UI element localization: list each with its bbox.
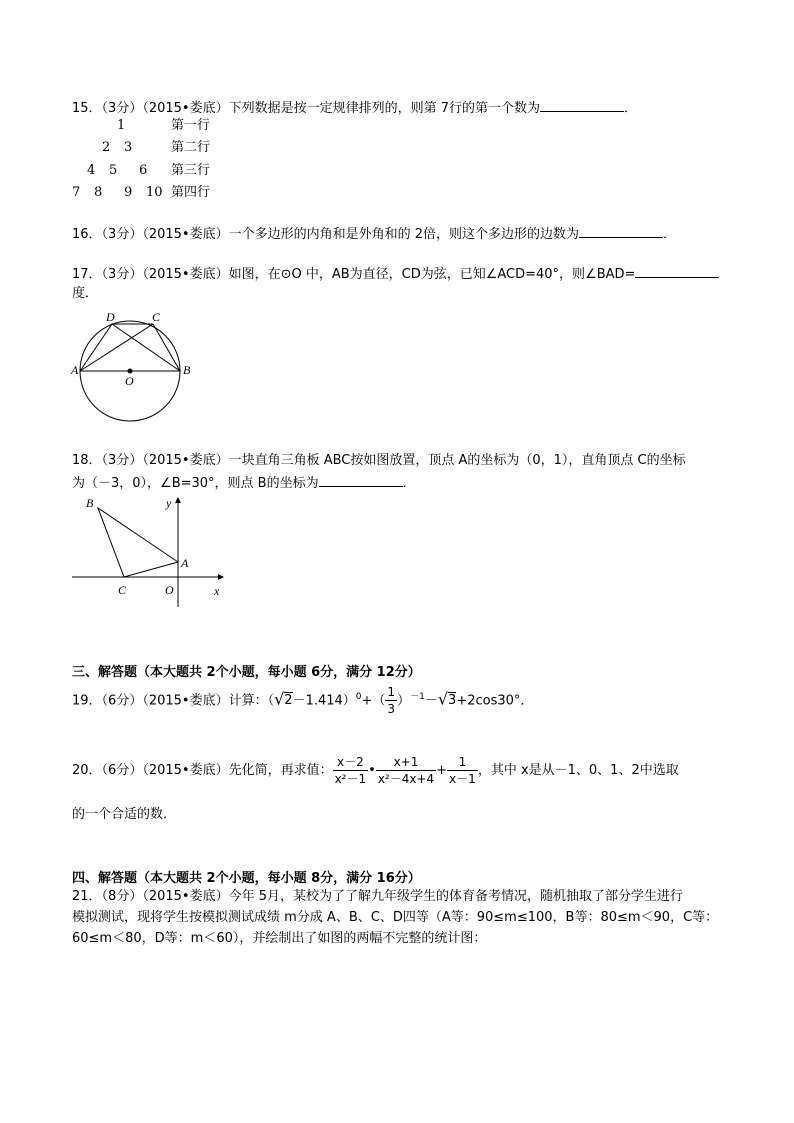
fraction-denominator: x－1 — [449, 772, 476, 786]
row-label: 第二行 — [171, 140, 211, 155]
number-cell: 6 — [139, 163, 148, 178]
q18-end: ． — [402, 476, 416, 491]
label-b: B — [183, 363, 191, 377]
number-cell: 8 — [94, 185, 103, 200]
q17-answer-blank[interactable] — [635, 264, 719, 278]
section-3-title: 三、解答题（本大题共 2个小题，每小题 6分，满分 12分） — [72, 665, 421, 680]
q20-line2: 的一个合适的数． — [72, 807, 177, 822]
multiply-dot: • — [368, 763, 376, 778]
label-o: O — [125, 374, 134, 388]
label-y: y — [166, 496, 172, 510]
q18-line2 — [72, 473, 416, 493]
y-axis-arrow — [175, 497, 181, 503]
q19-close: ） — [397, 693, 411, 709]
q17-circle-figure — [70, 305, 200, 423]
fraction-3 — [447, 754, 478, 787]
fraction-numerator: x+1 — [376, 754, 436, 771]
q16-stem — [72, 224, 676, 244]
label-a: A — [71, 363, 79, 377]
q15-stem-text: 15．（3分）（2015•娄底）下列数据是按一定规律排列的，则第 7行的第一个数为 — [72, 101, 540, 116]
q21-line1: 21．（8分）（2015•娄底）今年 5月，某校为了了解九年级学生的体育备考情况，随机抽取了部分学生进行 — [72, 889, 683, 904]
q19-minus: －1.414） — [292, 693, 356, 709]
fraction-denominator: x²－4x+4 — [377, 772, 435, 786]
q16-end: ． — [662, 227, 676, 242]
label-o: O — [165, 583, 174, 597]
number-cell: 3 — [124, 140, 133, 155]
number-cell: 10 — [146, 185, 163, 200]
q19-prefix: 19．（6分）（2015•娄底）计算：（ — [72, 693, 275, 709]
q19-plus: +（ — [361, 693, 386, 709]
fraction-1 — [333, 754, 369, 787]
q19-tail: +2cos30°． — [456, 693, 534, 709]
number-cell: 7 — [72, 185, 81, 200]
row-label: 第三行 — [171, 163, 211, 178]
fraction-one-third — [385, 684, 397, 717]
number-cell: 5 — [109, 163, 118, 178]
segment-ad — [80, 324, 112, 371]
q17-cont: 度． — [72, 286, 99, 301]
section-4-title: 四、解答题（本大题共 2个小题，每小题 8分，满分 16分） — [72, 871, 421, 886]
q18-line2-text: 为（－3，0），∠B=30°，则点 B的坐标为 — [72, 476, 319, 491]
row-label: 第四行 — [171, 185, 211, 200]
q20-expression — [72, 751, 679, 791]
exponent-neg-one: －1 — [410, 692, 425, 702]
center-point — [128, 369, 133, 374]
number-cell: 9 — [124, 185, 133, 200]
q17-stem-text: 17．（3分）（2015•娄底）如图，在⊙O 中，AB为直径，CD为弦，已知∠ACD=40°，则∠BAD= — [72, 267, 636, 282]
exponent-zero: 0 — [355, 692, 362, 702]
q19-expression — [72, 684, 533, 717]
q20-prefix: 20．（6分）（2015•娄底）先化简，再求值： — [72, 763, 333, 778]
q18-line1: 18．（3分）（2015•娄底）一块直角三角板 ABC按如图放置，顶点 A的坐标为（0，1），直角顶点 C的坐标 — [72, 453, 686, 468]
plus-sign: + — [436, 763, 448, 778]
sqrt-3-radicand: 3 — [448, 693, 457, 709]
fraction-numerator: 1 — [447, 754, 478, 771]
sqrt-sign: √ — [274, 689, 285, 709]
q18-answer-blank[interactable] — [319, 473, 403, 487]
q18-triangle-figure — [68, 495, 228, 610]
segment-cb — [153, 324, 180, 371]
q21-line3: 60≤m＜80，D等：m＜60），并绘制出了如图的两幅不完整的统计图： — [72, 931, 487, 946]
q15-stem — [72, 98, 637, 118]
segment-ac — [80, 324, 153, 371]
q17-stem — [72, 264, 719, 284]
triangle-abc — [98, 508, 178, 577]
x-axis-arrow — [218, 574, 224, 580]
label-a: A — [181, 556, 189, 570]
q15-answer-blank[interactable] — [540, 98, 624, 112]
label-c: C — [118, 583, 127, 597]
q20-tail: ，其中 x是从－1、0、1、2中选取 — [477, 763, 679, 778]
q21-line2: 模拟测试，现将学生按模拟测试成绩 m分成 A、B、C、D四等（A等：90≤m≤100，B等：80≤m＜90，C等： — [72, 910, 719, 925]
fraction-denominator: x²－1 — [334, 772, 367, 786]
q16-stem-text: 16．（3分）（2015•娄底）一个多边形的内角和是外角和的 2倍，则这个多边形的边数为 — [72, 227, 579, 242]
segment-db — [112, 324, 180, 371]
sqrt-2-radicand: 2 — [284, 693, 293, 709]
q16-answer-blank[interactable] — [579, 224, 663, 238]
number-cell: 4 — [87, 163, 96, 178]
fraction-numerator: 1 — [387, 685, 396, 700]
label-b: B — [86, 496, 94, 510]
fraction-denominator: 3 — [387, 702, 396, 717]
label-c: C — [152, 310, 161, 324]
label-x: x — [214, 584, 220, 598]
fraction-numerator: x－2 — [333, 754, 369, 771]
row-label: 第一行 — [171, 118, 211, 133]
label-d: D — [106, 310, 115, 324]
q19-minus2: － — [424, 693, 438, 709]
fraction-2 — [376, 754, 436, 787]
q15-end: ． — [623, 101, 637, 116]
number-cell: 2 — [102, 140, 111, 155]
sqrt-sign: √ — [437, 689, 449, 709]
number-cell: 1 — [117, 118, 126, 133]
